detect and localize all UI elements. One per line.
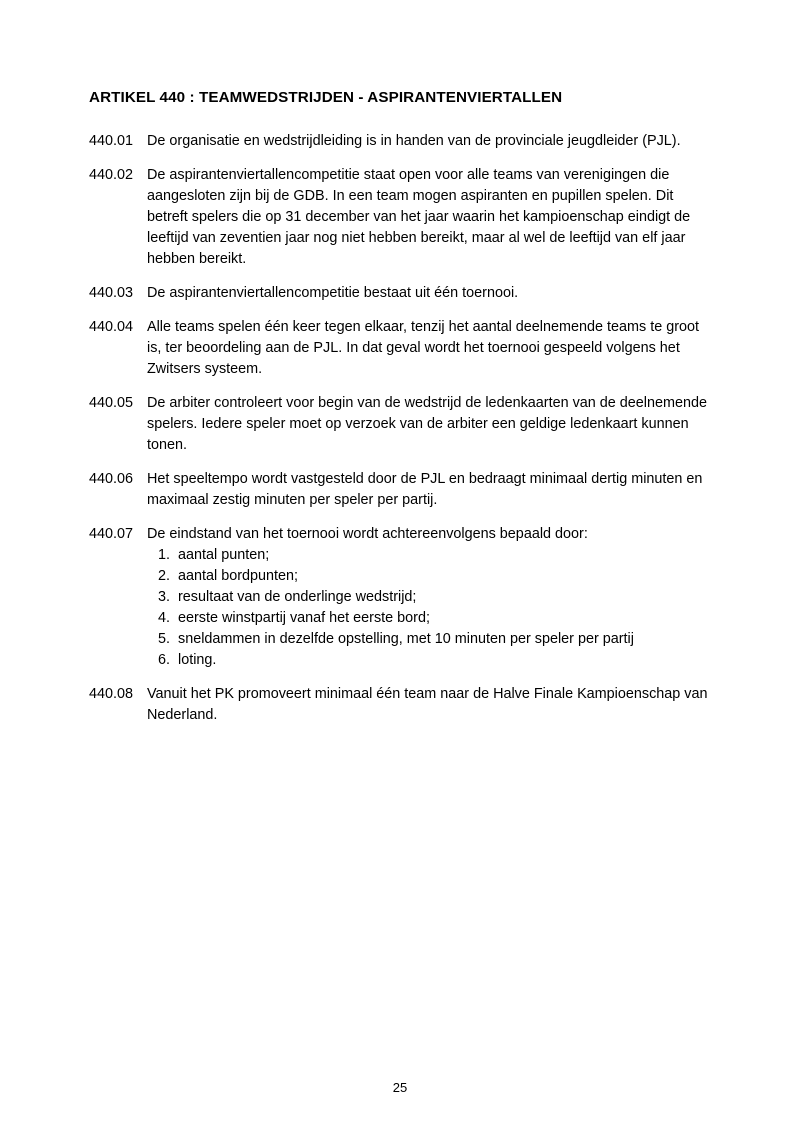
clause-number: 440.03 xyxy=(89,285,134,301)
clause-440-05 xyxy=(89,393,711,456)
list-item-marker: 1. xyxy=(158,547,171,563)
clause-440-02 xyxy=(89,165,711,270)
list-item xyxy=(147,629,711,650)
clause-body xyxy=(147,165,711,270)
list-item-marker: 5. xyxy=(158,631,171,647)
list-item-label: aantal punten; xyxy=(178,547,270,563)
clause-text: Alle teams spelen één keer tegen elkaar, tenzij het aantal deelnemende teams te groot is, ter beoordeling aan de PJL. In dat geval wordt het toernooi gespeeld volgens het Zwitsers systeem. xyxy=(147,319,699,377)
page-number-footer: 25 xyxy=(392,1080,408,1095)
clause-440-01 xyxy=(89,131,711,152)
list-item-marker: 6. xyxy=(158,652,171,668)
list-item-label: resultaat van de onderlinge wedstrijd; xyxy=(178,589,417,605)
clause-text: Het speeltempo wordt vastgesteld door de PJL en bedraagt minimaal dertig minuten en maximaal zestig minuten per speler per partij. xyxy=(147,471,703,508)
list-item xyxy=(147,650,711,671)
clause-text: De aspirantenviertallencompetitie staat open voor alle teams van verenigingen die aangesloten zijn bij de GDB. In een team mogen aspiranten en pupillen spelen. Dit betreft spelers die op 31 december van het jaar waarin het kampioenschap eindigt de leeftijd van zeventien jaar nog niet hebben bereikt, maar al wel de leeftijd van elf jaar hebben bereikt. xyxy=(147,167,691,267)
clause-body xyxy=(147,393,711,456)
list-item xyxy=(147,566,711,587)
list-item xyxy=(147,608,711,629)
clause-number: 440.05 xyxy=(89,395,134,411)
clause-text: De organisatie en wedstrijdleiding is in handen van de provinciale jeugdleider (PJL). xyxy=(147,133,681,149)
clause-440-06 xyxy=(89,469,711,511)
clause-number: 440.06 xyxy=(89,471,134,487)
clause-number: 440.04 xyxy=(89,319,134,335)
clause-body xyxy=(147,469,711,511)
list-item-label: aantal bordpunten; xyxy=(178,568,299,584)
clause-number: 440.02 xyxy=(89,167,134,183)
clause-body xyxy=(147,524,711,671)
clause-body xyxy=(147,317,711,380)
list-item-marker: 3. xyxy=(158,589,171,605)
clause-body xyxy=(147,283,711,304)
criteria-list xyxy=(147,545,711,671)
clause-body xyxy=(147,684,711,726)
list-item-label: loting. xyxy=(178,652,217,668)
clause-number: 440.01 xyxy=(89,133,134,149)
list-item-label: sneldammen in dezelfde opstelling, met 10 minuten per speler per partij xyxy=(178,631,634,647)
document-content xyxy=(89,88,711,739)
list-item-label: eerste winstpartij vanaf het eerste bord; xyxy=(178,610,430,626)
clause-440-08 xyxy=(89,684,711,726)
clause-440-03 xyxy=(89,283,711,304)
clause-440-04 xyxy=(89,317,711,380)
list-item-marker: 2. xyxy=(158,568,171,584)
list-item-marker: 4. xyxy=(158,610,171,626)
clause-440-07 xyxy=(89,524,711,671)
clause-text: De aspirantenviertallencompetitie bestaat uit één toernooi. xyxy=(147,285,519,301)
page-title: ARTIKEL 440 : TEAMWEDSTRIJDEN - ASPIRANTENVIERTALLEN xyxy=(89,89,563,106)
clause-number: 440.08 xyxy=(89,686,134,702)
clause-text: De arbiter controleert voor begin van de wedstrijd de ledenkaarten van de deelnemende spelers. Iedere speler moet op verzoek van de arbiter een geldige ledenkaart kunnen tonen. xyxy=(147,395,707,453)
list-item xyxy=(147,587,711,608)
clause-text: Vanuit het PK promoveert minimaal één team naar de Halve Finale Kampioenschap van Nederland. xyxy=(147,686,708,723)
clause-number: 440.07 xyxy=(89,526,134,542)
clause-text: De eindstand van het toernooi wordt achtereenvolgens bepaald door: xyxy=(147,526,588,542)
list-item xyxy=(147,545,711,566)
clause-body xyxy=(147,131,711,152)
